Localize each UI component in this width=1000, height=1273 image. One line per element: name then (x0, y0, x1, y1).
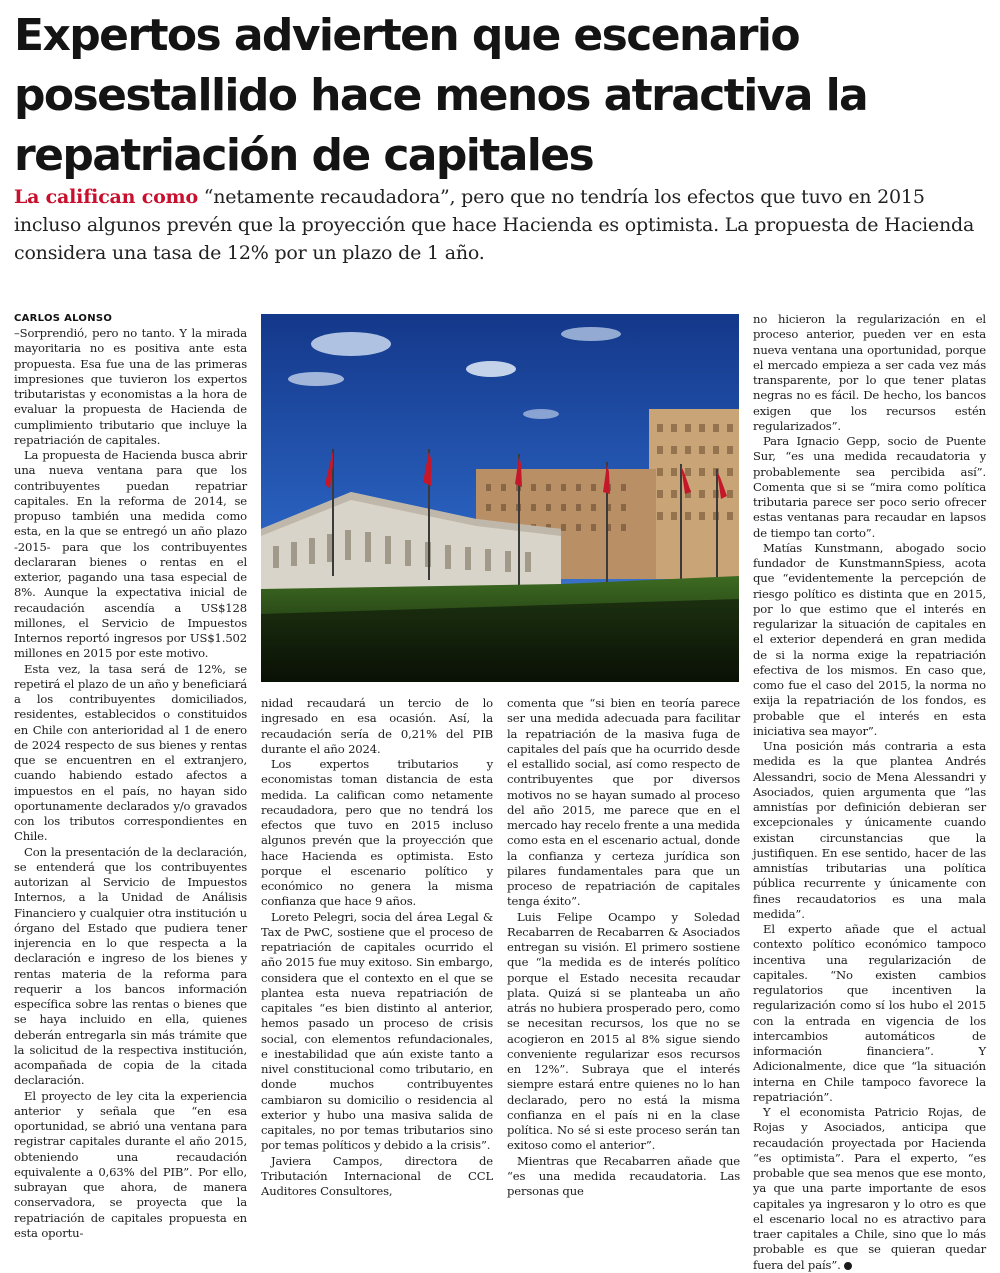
paragraph: comenta que “si bien en teoría parece ser una medida adecuada para facilitar la repatriación de la masiva fuga de capitales del país que ha ocurrido desde el estallido social, así como respecto de contribuyentes que por diversos motivos no se hayan sumado al proceso del año 2015, me parece que en el mercado hay recelo frente a una medida como esta en el escenario actual, donde la confianza y certeza jurídica son pilares fundamentales para que un proceso de repatriación de capitales tenga éxito”. (507, 696, 740, 909)
paragraph: no hicieron la regularización en el proceso anterior, pueden ver en esta nueva ventana una oportunidad, porque el mercado empieza a ser cada vez más transparente, por lo que tener platas negras no es fácil. De hecho, los bancos exigen que los recursos estén regularizados”. (753, 312, 986, 433)
column-2 (261, 696, 493, 1198)
deck-lead: La califican como (14, 186, 198, 208)
paragraph: Loreto Pelegri, socia del área Legal & Tax de PwC, sostiene que el proceso de repatriación de capitales ocurrido el año 2015 fue muy exitoso. Sin embargo, considera que el contexto en el que se plantea esta nueva repatriación de capitales “es bien distinto al anterior, hemos pasado un proceso de crisis social, con elementos refundacionales, e inestabilidad que aún existe tanto a nivel constitucional como tributario, en donde muchos contribuyentes cambiaron su domicilio o residencia al exterior y hubo una masiva salida de capitales, no por temas tributarios sino por temas políticos y debido a la crisis”. (261, 909, 493, 1153)
byline: CARLOS ALONSO (14, 313, 113, 324)
paragraph: Javiera Campos, directora de Tributación Internacional de CCL Auditores Consultores, (261, 1153, 493, 1198)
paragraph: Para Ignacio Gepp, socio de Puente Sur, “es una medida recaudatoria y probablemente sea percibida así”. Comenta que si se “mira como política tributaria parece ser poco serio ofrecer estas ventanas para recaudar en lapsos de tiempo tan corto”. (753, 434, 986, 540)
paragraph: –Sorprendió, pero no tanto. Y la mirada mayoritaria no es positiva ante esta propuesta. Esa fue una de las primeras impresiones que tuvieron los expertos tributaristas y economistas a la hora de evaluar la propuesta de Hacienda de cumplimiento tributario que incluye la repatriación de capitales. (14, 326, 247, 447)
photo-illustration (261, 314, 739, 682)
photo-palacio-de-la-moneda (261, 314, 739, 682)
headline (14, 6, 984, 186)
paragraph: Matías Kunstmann, abogado socio fundador de KunstmannSpiess, acota que “evidentemente la percepción de riesgo político es distinta que en 2015, por lo que estimo que el interés en regularizar la situación de capitales en el exterior dependerá en gran medida de si la norma exige la repatriación efectiva de los mismos. En caso que, como fue el caso del 2015, la norma no exija la repatriación de los fondos, es probable que el interés en esta iniciativa sea mayor”. (753, 540, 986, 738)
paragraph: Los expertos tributarios y economistas toman distancia de esta medida. La califican como netamente recaudadora, pero que no tendrá los efectos que tuvo en 2015 incluso algunos prevén que la proyección que hace Hacienda es optimista. Esto porque el escenario político y económico no genera la misma confianza que hace 9 años. (261, 757, 493, 909)
paragraph: El proyecto de ley cita la experiencia anterior y señala que “en esa oportunidad, se abrió una ventana para registrar capitales durante el año 2015, obteniendo una recaudación equivalente a 0,63% del PIB”. Por ello, subrayan que ahora, de manera conservadora, se proyecta que la repatriación de capitales propuesta en esta oportu- (14, 1088, 247, 1240)
paragraph: nidad recaudará un tercio de lo ingresado en esa ocasión. Así, la recaudación sería de 0,21% del PIB durante el año 2024. (261, 696, 493, 756)
column-3 (507, 696, 740, 1198)
paragraph: El experto añade que el actual contexto político económico tampoco incentiva una regularización de capitales. “No existen cambios regulatorios que incentiven la regularización como sí los hubo el 2015 con la entrada en vigencia de los intercambios automáticos de información financiera”. Y Adicionalmente, dice que “la situación interna en Chile tampoco favorece la repatriación”. (753, 922, 986, 1104)
paragraph: Luis Felipe Ocampo y Soledad Recabarren de Recabarren & Asociados entregan su visión. El primero sostiene que “la medida es de interés político porque el Estado necesita recaudar plata. Quizá si se planteaba un año atrás no hubiera prosperado pero, como se necesitan recursos, los que no se acogieron en 2015 al 8% sigue siendo conveniente regularizar esos recursos en 12%”. Subraya que el interés siempre estará entre quienes no lo han declarado, pero no está la misma confianza en el país ni en la clase política. No sé si este proceso serán tan exitoso como el anterior”. (507, 909, 740, 1153)
last-paragraph (753, 1105, 986, 1273)
column-4 (753, 312, 986, 1272)
deck (14, 183, 989, 267)
deck-text: “netamente recaudadora”, pero que no tendría los efectos que tuvo en 2015 incluso algunos prevén que la proyección que hace Hacienda es optimista. La propuesta de Hacienda considera una tasa de 12% por un plazo de 1 año. (14, 186, 975, 264)
paragraph: La propuesta de Hacienda busca abrir una nueva ventana para que los contribuyentes puedan repatriar capitales. En la reforma de 2014, se propuso también una medida como esta, en la que se entregó un año plazo -2015- para que los contribuyentes declararan bienes o rentas en el exterior, pagando una tasa especial de 8%. Aunque la expectativa inicial de recaudación ascendía a US$128 millones, el Servicio de Impuestos Internos reportó ingresos por US$1.502 millones en 2015 por este motivo. (14, 448, 247, 661)
headline-line-3: repatriación de capitales (14, 130, 594, 181)
headline-line-1: Expertos advierten que escenario (14, 10, 800, 61)
headline-line-2: posestallido hace menos atractiva la (14, 70, 868, 121)
paragraph-text: Y el economista Patricio Rojas, de Rojas y Asociados, anticipa que recaudación proyectada por Hacienda “es optimista”. Para el experto, “es probable que sea menos que ese monto, ya que una parte importante de esos capitales ya ingresaron y lo otro es que el escenario local no es atractivo para traer capitales a Chile, sino que lo más probable es que se quieran quedar fuera del país”. (753, 1105, 986, 1272)
paragraph: Mientras que Recabarren añade que “es una medida recaudatoria. Las personas que (507, 1153, 740, 1198)
end-of-article-icon (844, 1262, 852, 1270)
column-1 (14, 312, 247, 1240)
paragraph: Una posición más contraria a esta medida es la que plantea Andrés Alessandri, socio de Mena Alessandri y Asociados, quien argumenta que “las amnistías por definición debieran ser excepcionales y únicamente cuando existan circunstancias que la justifiquen. En ese sentido, hacer de las amnistías tributarias una política pública recurrente y únicamente con fines recaudatorios es una mala medida”. (753, 739, 986, 921)
paragraph: Esta vez, la tasa será de 12%, se repetirá el plazo de un año y beneficiará a los contribuyentes domiciliados, residentes, establecidos o constituidos en Chile con anterioridad al 1 de enero de 2024 respecto de sus bienes y rentas que se encuentren en el extranjero, cuando habiendo estado afectos a impuestos en el país, no hayan sido oportunamente declarados y/o gravados con los tributos correspondientes en Chile. (14, 661, 247, 844)
paragraph: Con la presentación de la declaración, se entenderá que los contribuyentes autorizan al Servicio de Impuestos Internos, a la Unidad de Análisis Financiero y cualquier otra institución u órgano del Estado que pudiera tener injerencia en lo que respecta a la declaración e ingreso de los bienes y rentas materia de la reforma para requerir a los bancos información específica sobre las rentas o bienes que se haya incluido en ella, quienes deberán entregarla sin más trámite que la solicitud de la respectiva institución, acompañada de copia de la citada declaración. (14, 844, 247, 1088)
